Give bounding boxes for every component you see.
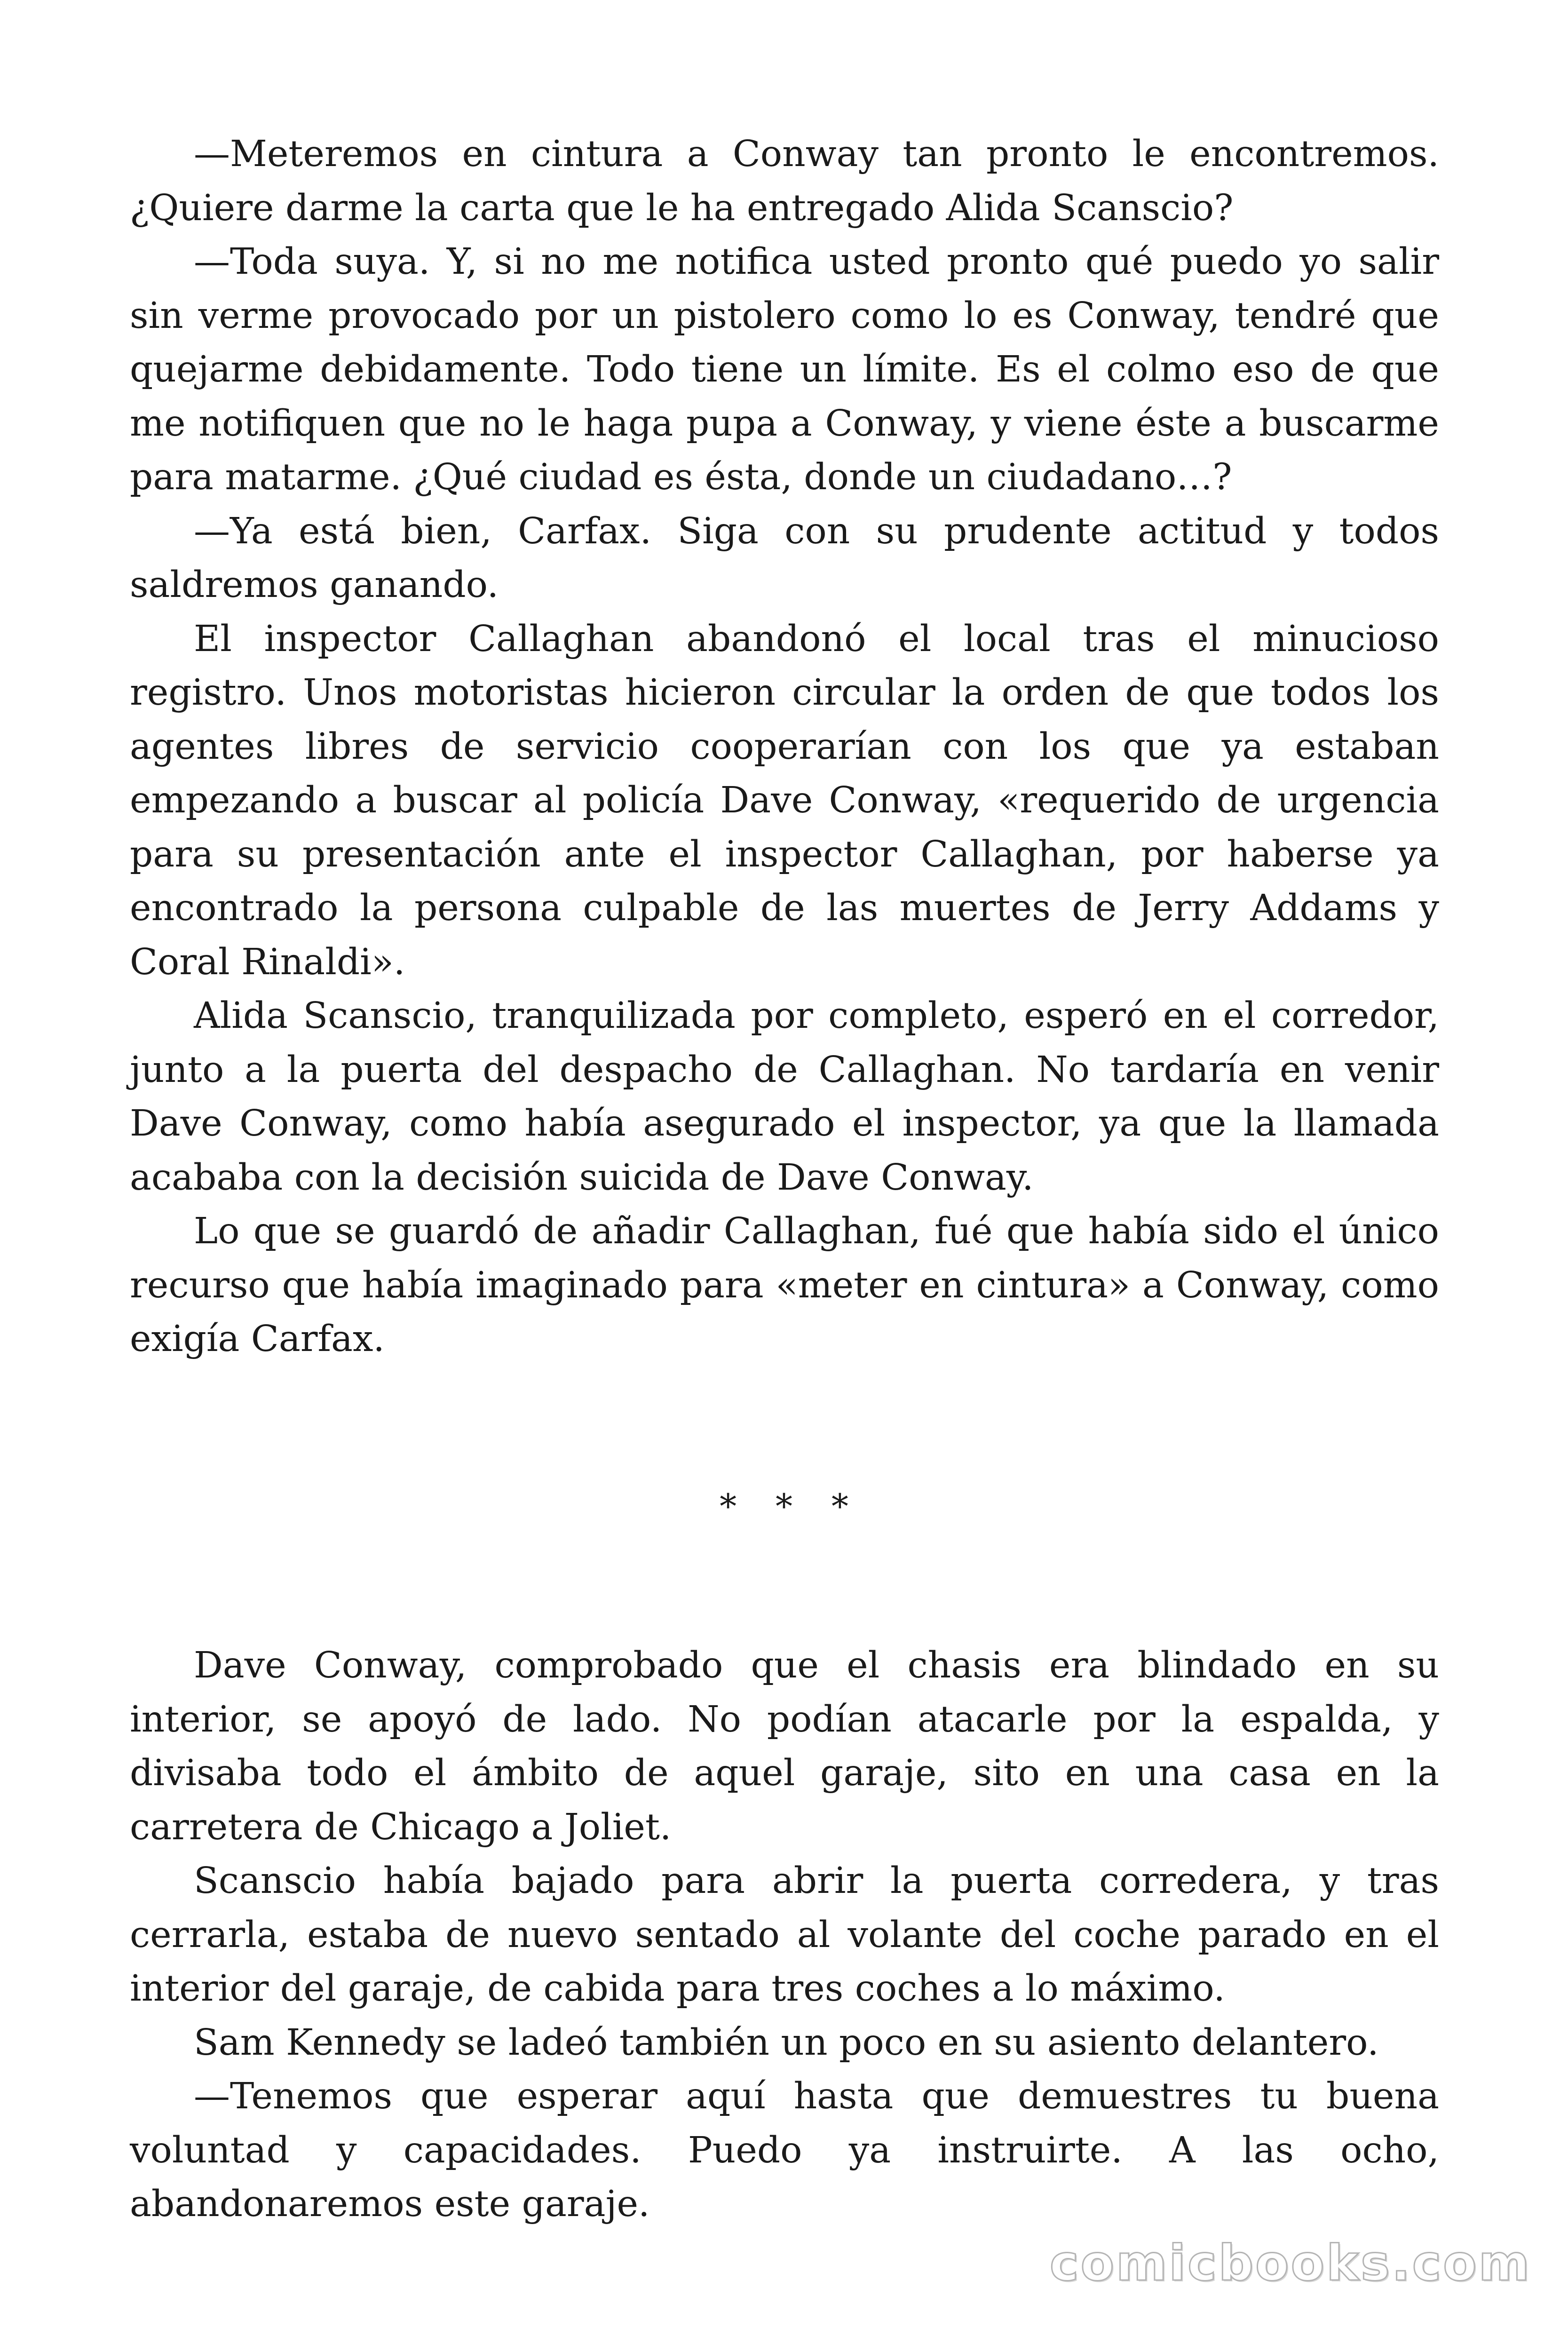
- paragraph: Sam Kennedy se ladeó también un poco en su asiento delantero.: [194, 2021, 1379, 2064]
- text-block-bottom: [130, 1639, 1439, 2232]
- paragraph: Scanscio había bajado para abrir la puerta corredera, y tras cerrarla, estaba de nuevo sentado al volante del coche parado en el interior del garaje, de cabida para tres coches a lo máximo.: [130, 1860, 1439, 2010]
- paragraph: —Ya está bien, Carfax. Siga con su prudente actitud y todos saldremos ganando.: [130, 510, 1439, 606]
- text-block-top: [130, 127, 1439, 1367]
- paragraph: Lo que se guardó de añadir Callaghan, fué que había sido el único recurso que había imaginado para «meter en cintura» a Conway, como exigía Carfax.: [130, 1210, 1439, 1360]
- watermark-logo: comicbooks.com: [1049, 2234, 1531, 2292]
- paragraph: Alida Scanscio, tranquilizada por completo, esperó en el corredor, junto a la puerta del despacho de Callaghan. No tardaría en venir Dave Conway, como había asegurado el inspector, ya que la llamada acababa con la decisión suicida de Dave Conway.: [130, 995, 1439, 1199]
- paragraph: Dave Conway, comprobado que el chasis era blindado en su interior, se apoyó de lado. No podían atacarle por la espalda, y divisaba todo el ámbito de aquel garaje, sito en una casa en la carretera de Chicago a Joliet.: [130, 1645, 1439, 1848]
- paragraph: —Tenemos que esperar aquí hasta que demuestres tu buena voluntad y capacidades. Puedo ya instruirte. A las ocho, abandonaremos este garaje.: [130, 2075, 1439, 2225]
- paragraph: —Meteremos en cintura a Conway tan pronto le encontremos. ¿Quiere darme la carta que le ha entregado Alida Scanscio?: [130, 133, 1439, 229]
- paragraph: El inspector Callaghan abandonó el local tras el minucioso registro. Unos motoristas hicieron circular la orden de que todos los agentes libres de servicio cooperarían con los que ya estaban empezando a buscar al policía Dave Conway, «requerido de urgencia para su presentación ante el inspector Callaghan, por haberse ya encontrado la persona culpable de las muertes de Jerry Addams y Coral Rinaldi».: [130, 618, 1439, 983]
- paragraph: —Toda suya. Y, si no me notifica usted pronto qué puedo yo salir sin verme provocado por un pistolero como lo es Conway, tendré que quejarme debidamente. Todo tiene un límite. Es el colmo eso de que me notifiquen que no le haga pupa a Conway, y viene éste a buscarme para matarme. ¿Qué ciudad es ésta, donde un ciudadano…?: [130, 241, 1439, 498]
- section-separator: * * *: [720, 1486, 863, 1526]
